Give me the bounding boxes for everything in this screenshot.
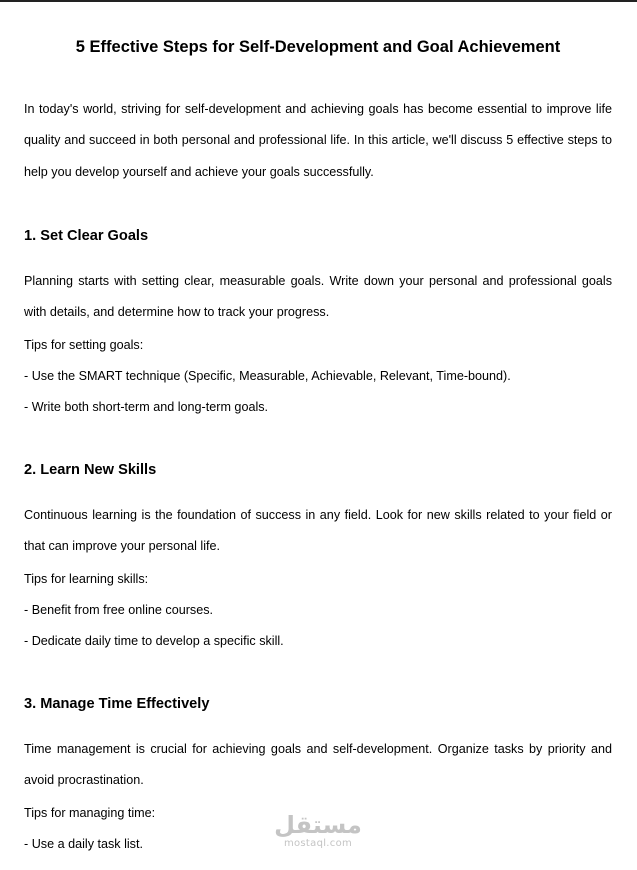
watermark-site: mostaql.com [283, 838, 353, 849]
top-border [0, 0, 637, 2]
section-2-tip-1: - Benefit from free online courses. [24, 603, 213, 617]
section-1-tip-2: - Write both short-term and long-term goals. [24, 400, 269, 414]
mostaql-watermark [272, 812, 364, 850]
section-3-heading: 3. Manage Time Effectively [24, 696, 210, 712]
section-2-tip-2: - Dedicate daily time to develop a specific skill. [24, 634, 284, 648]
section-2-tips-label: Tips for learning skills: [24, 572, 149, 586]
intro-paragraph: In today's world, striving for self-development and achieving goals has become essential to improve life quality and succeed in both personal and professional life. In this article, we'll discuss 5 effective steps to help you develop yourself and achieve your goals successfully. [24, 102, 612, 179]
section-2-body: Continuous learning is the foundation of success in any field. Look for new skills related to your field or that can improve your personal life. [24, 508, 612, 554]
section-2-heading: 2. Learn New Skills [24, 462, 157, 478]
section-1-body: Planning starts with setting clear, measurable goals. Write down your personal and professional goals with details, and determine how to track your progress. [24, 274, 612, 320]
watermark-logo: مستقل [274, 811, 362, 839]
section-1-heading: 1. Set Clear Goals [24, 228, 149, 244]
section-1-tips-label: Tips for setting goals: [24, 338, 144, 352]
section-3-body: Time management is crucial for achieving goals and self-development. Organize tasks by priority and avoid procrastination. [24, 742, 612, 788]
document-title: 5 Effective Steps for Self-Development and Goal Achievement [75, 38, 561, 56]
section-1-tip-1: - Use the SMART technique (Specific, Measurable, Achievable, Relevant, Time-bound). [24, 369, 511, 383]
section-3-tip-1: - Use a daily task list. [24, 837, 143, 851]
section-3-tips-label: Tips for managing time: [24, 806, 156, 820]
